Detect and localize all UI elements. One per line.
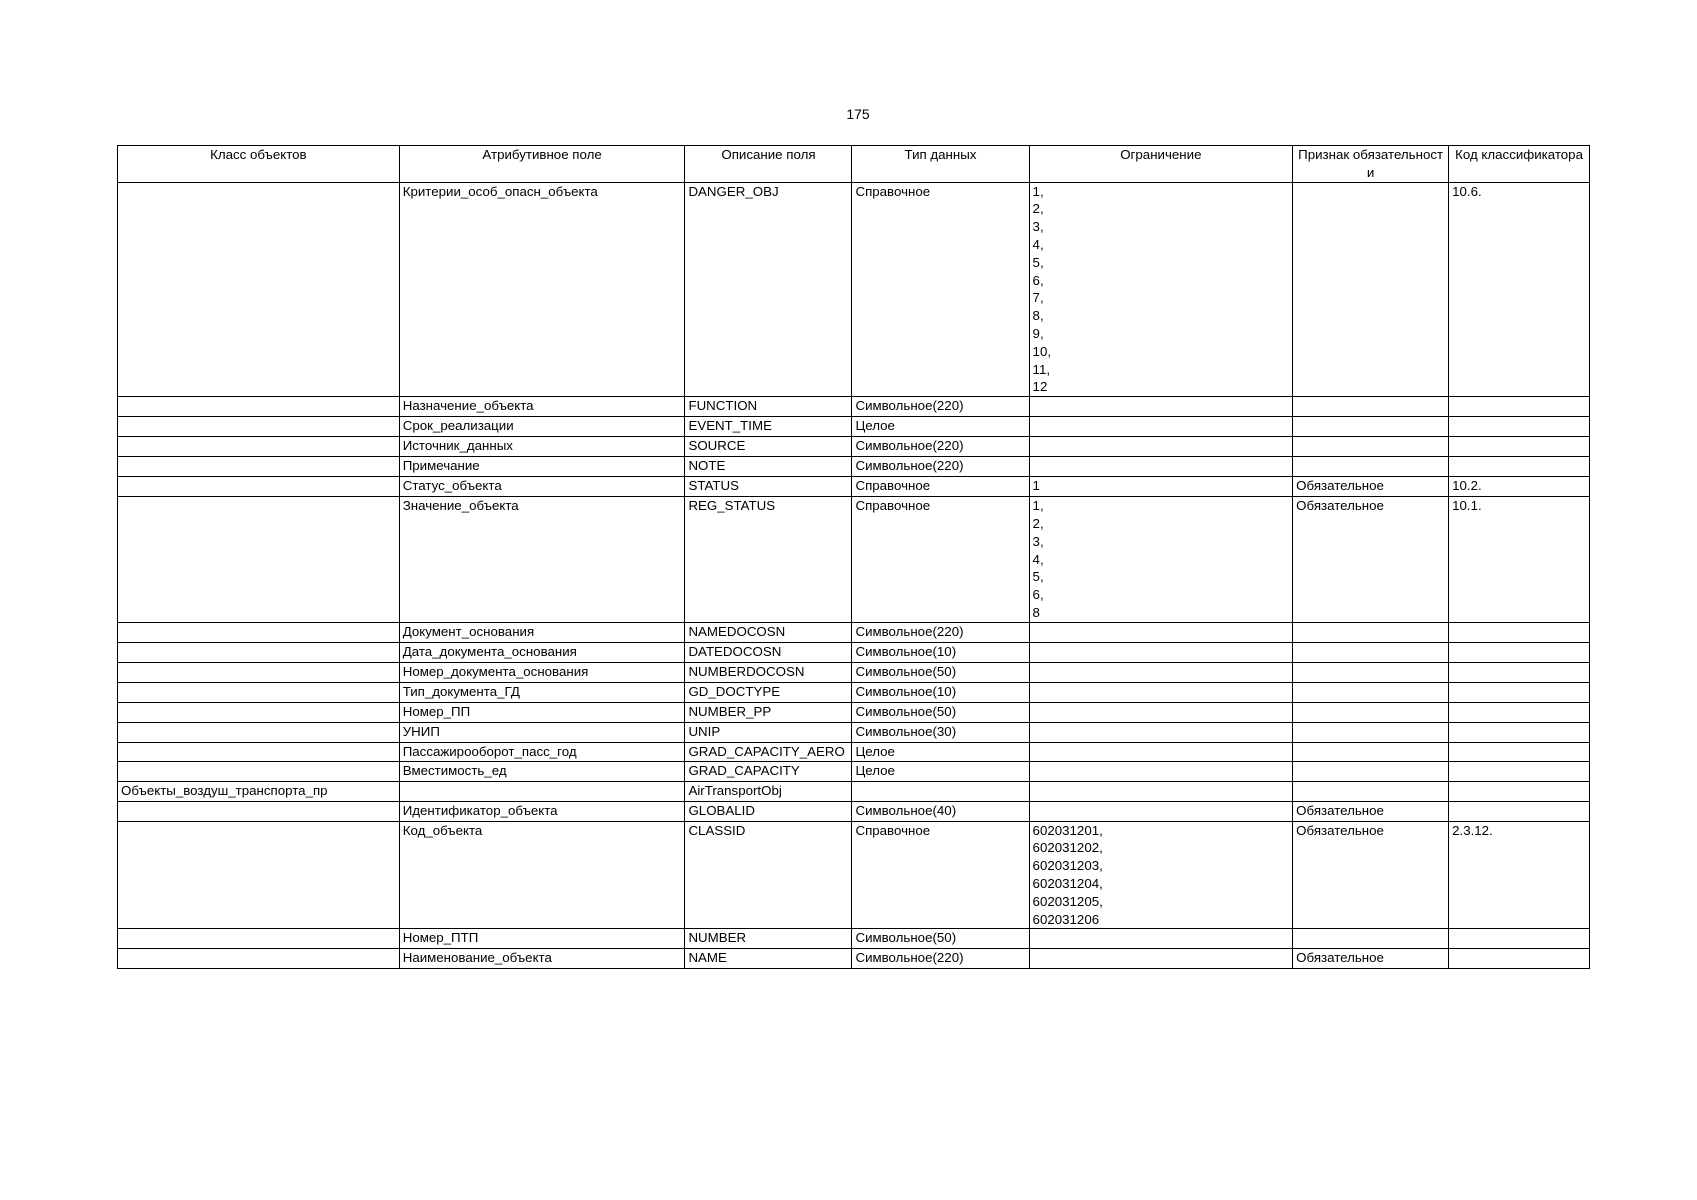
restriction-value: 602031202,: [1032, 840, 1103, 856]
table-row: [118, 702, 1590, 722]
restriction-value: 5,: [1032, 569, 1044, 585]
restriction-value: 1: [1032, 478, 1040, 494]
restriction-cell: [1029, 497, 1293, 623]
table-row: [118, 801, 1590, 821]
mandatory-flag-cell: [1293, 742, 1449, 761]
field-description-cell: FUNCTION: [685, 397, 852, 417]
attribute-field-cell: Срок_реализации: [399, 417, 685, 437]
classifier-code-cell: [1449, 761, 1590, 781]
mandatory-flag-cell: [1293, 457, 1449, 477]
restriction-value: 11,: [1032, 361, 1051, 377]
object-class-cell: [118, 642, 400, 662]
data-type-cell: Справочное: [852, 182, 1029, 397]
restriction-value: 2,: [1032, 201, 1044, 217]
field-description-cell: DANGER_OBJ: [685, 182, 852, 397]
attribute-field-cell: Значение_объекта: [399, 497, 685, 623]
field-description-cell: EVENT_TIME: [685, 417, 852, 437]
restriction-cell: [1029, 742, 1293, 761]
data-type-cell: Символьное(50): [852, 702, 1029, 722]
field-description-cell: GLOBALID: [685, 801, 852, 821]
restriction-cell: [1029, 477, 1293, 497]
object-class-cell: [118, 437, 400, 457]
object-class-cell: [118, 702, 400, 722]
field-description-cell: GRAD_CAPACITY: [685, 761, 852, 781]
classifier-code-cell: [1449, 437, 1590, 457]
restriction-cell: [1029, 397, 1293, 417]
classifier-code-cell: [1449, 702, 1590, 722]
restriction-cell: [1029, 722, 1293, 742]
table-row: [118, 497, 1590, 623]
data-type-cell: Справочное: [852, 477, 1029, 497]
mandatory-flag-cell: [1293, 182, 1449, 397]
table-row: [118, 761, 1590, 781]
attribute-field-cell: Номер_документа_основания: [399, 662, 685, 682]
classifier-code-cell: 2.3.12.: [1449, 821, 1590, 929]
attribute-field-cell: Идентификатор_объекта: [399, 801, 685, 821]
restriction-value: 12: [1032, 379, 1048, 395]
object-class-cell: [118, 761, 400, 781]
table-row: [118, 457, 1590, 477]
column-header: Тип данных: [852, 146, 1029, 183]
column-header: Описание поля: [685, 146, 852, 183]
classifier-code-cell: [1449, 457, 1590, 477]
attribute-field-cell: Номер_ПП: [399, 702, 685, 722]
restriction-value: 9,: [1032, 325, 1044, 341]
table-row: [118, 437, 1590, 457]
object-class-cell: [118, 397, 400, 417]
table-row: [118, 662, 1590, 682]
table-row: [118, 742, 1590, 761]
attribute-field-cell: Вместимость_ед: [399, 761, 685, 781]
classifier-code-cell: [1449, 417, 1590, 437]
mandatory-flag-cell: [1293, 682, 1449, 702]
restriction-cell: [1029, 682, 1293, 702]
field-description-cell: UNIP: [685, 722, 852, 742]
table-row: [118, 821, 1590, 929]
restriction-cell: [1029, 781, 1293, 801]
table-row: [118, 477, 1590, 497]
table-row: [118, 642, 1590, 662]
object-class-cell: [118, 742, 400, 761]
attribute-field-cell: Пассажирооборот_пасс_год: [399, 742, 685, 761]
data-type-cell: Символьное(220): [852, 397, 1029, 417]
mandatory-flag-cell: [1293, 417, 1449, 437]
restriction-cell: [1029, 457, 1293, 477]
field-description-cell: NUMBER: [685, 929, 852, 949]
attribute-table: [117, 145, 1590, 969]
table-body: [118, 182, 1590, 969]
object-class-cell: [118, 497, 400, 623]
column-header: Признак обязательности: [1293, 146, 1449, 183]
restriction-cell: [1029, 437, 1293, 457]
table-row: [118, 929, 1590, 949]
field-description-cell: NAMEDOCOSN: [685, 622, 852, 642]
data-type-cell: Символьное(50): [852, 929, 1029, 949]
restriction-value: 602031206: [1032, 911, 1100, 927]
object-class-cell: [118, 477, 400, 497]
mandatory-flag-cell: [1293, 642, 1449, 662]
restriction-value: 4,: [1032, 551, 1044, 567]
classifier-code-cell: [1449, 929, 1590, 949]
data-type-cell: Символьное(220): [852, 437, 1029, 457]
data-type-cell: Символьное(10): [852, 642, 1029, 662]
restriction-cell: [1029, 417, 1293, 437]
attribute-field-cell: Документ_основания: [399, 622, 685, 642]
table-row: [118, 622, 1590, 642]
mandatory-flag-cell: [1293, 781, 1449, 801]
attribute-field-cell: Дата_документа_основания: [399, 642, 685, 662]
column-header: Ограничение: [1029, 146, 1293, 183]
field-description-cell: SOURCE: [685, 437, 852, 457]
classifier-code-cell: [1449, 622, 1590, 642]
object-class-cell: [118, 662, 400, 682]
classifier-code-cell: 10.1.: [1449, 497, 1590, 623]
restriction-value: 6,: [1032, 272, 1044, 288]
restriction-value: 7,: [1032, 290, 1044, 306]
page-number: 175: [846, 106, 870, 122]
mandatory-flag-cell: Обязательное: [1293, 949, 1449, 969]
attribute-field-cell: Код_объекта: [399, 821, 685, 929]
attribute-field-cell: Статус_объекта: [399, 477, 685, 497]
classifier-code-cell: [1449, 722, 1590, 742]
restriction-cell: [1029, 949, 1293, 969]
classifier-code-cell: [1449, 662, 1590, 682]
column-header: Класс объектов: [118, 146, 400, 183]
restriction-value: 3,: [1032, 219, 1044, 235]
field-description-cell: NUMBER_PP: [685, 702, 852, 722]
restriction-cell: [1029, 821, 1293, 929]
column-header: Код классификатора: [1449, 146, 1590, 183]
mandatory-flag-cell: Обязательное: [1293, 801, 1449, 821]
classifier-code-cell: 10.6.: [1449, 182, 1590, 397]
table-row: [118, 722, 1590, 742]
table-row: [118, 182, 1590, 397]
data-type-cell: Символьное(220): [852, 622, 1029, 642]
object-class-cell: [118, 929, 400, 949]
mandatory-flag-cell: Обязательное: [1293, 497, 1449, 623]
attribute-field-cell: [399, 781, 685, 801]
field-description-cell: CLASSID: [685, 821, 852, 929]
data-type-cell: Символьное(220): [852, 949, 1029, 969]
classifier-code-cell: 10.2.: [1449, 477, 1590, 497]
mandatory-flag-cell: [1293, 722, 1449, 742]
restriction-cell: [1029, 702, 1293, 722]
object-class-cell: [118, 821, 400, 929]
mandatory-flag-cell: [1293, 702, 1449, 722]
object-class-cell: [118, 457, 400, 477]
attribute-field-cell: Примечание: [399, 457, 685, 477]
attribute-field-cell: Источник_данных: [399, 437, 685, 457]
restriction-value: 1,: [1032, 498, 1044, 514]
classifier-code-cell: [1449, 742, 1590, 761]
classifier-code-cell: [1449, 682, 1590, 702]
restriction-value: 602031201,: [1032, 822, 1103, 838]
object-class-cell: [118, 949, 400, 969]
classifier-code-cell: [1449, 949, 1590, 969]
restriction-cell: [1029, 182, 1293, 397]
restriction-value: 8: [1032, 604, 1040, 620]
restriction-cell: [1029, 662, 1293, 682]
restriction-value: 4,: [1032, 236, 1044, 252]
data-type-cell: Справочное: [852, 497, 1029, 623]
restriction-cell: [1029, 929, 1293, 949]
classifier-code-cell: [1449, 642, 1590, 662]
attribute-field-cell: Критерии_особ_опасн_объекта: [399, 182, 685, 397]
restriction-value: 602031205,: [1032, 893, 1103, 909]
field-description-cell: REG_STATUS: [685, 497, 852, 623]
classifier-code-cell: [1449, 781, 1590, 801]
object-class-cell: [118, 622, 400, 642]
table-row: [118, 682, 1590, 702]
attribute-field-cell: Наименование_объекта: [399, 949, 685, 969]
classifier-code-cell: [1449, 801, 1590, 821]
restriction-value: 5,: [1032, 254, 1044, 270]
field-description-cell: GD_DOCTYPE: [685, 682, 852, 702]
field-description-cell: NOTE: [685, 457, 852, 477]
restriction-value: 1,: [1032, 183, 1044, 199]
data-type-cell: [852, 781, 1029, 801]
object-class-cell: [118, 682, 400, 702]
field-description-cell: DATEDOCOSN: [685, 642, 852, 662]
attribute-field-cell: УНИП: [399, 722, 685, 742]
mandatory-flag-cell: [1293, 437, 1449, 457]
mandatory-flag-cell: [1293, 662, 1449, 682]
restriction-value: 8,: [1032, 308, 1044, 324]
mandatory-flag-cell: [1293, 397, 1449, 417]
object-class-cell: [118, 417, 400, 437]
field-description-cell: NUMBERDOCOSN: [685, 662, 852, 682]
attribute-field-cell: Номер_ПТП: [399, 929, 685, 949]
restriction-cell: [1029, 622, 1293, 642]
table-row: [118, 949, 1590, 969]
field-description-cell: AirTransportObj: [685, 781, 852, 801]
mandatory-flag-cell: [1293, 761, 1449, 781]
object-class-cell: [118, 801, 400, 821]
classifier-code-cell: [1449, 397, 1590, 417]
data-type-cell: Символьное(30): [852, 722, 1029, 742]
restriction-cell: [1029, 761, 1293, 781]
data-type-cell: Целое: [852, 742, 1029, 761]
attribute-field-cell: Назначение_объекта: [399, 397, 685, 417]
restriction-cell: [1029, 801, 1293, 821]
object-class-cell: Объекты_воздуш_транспорта_пр: [118, 781, 400, 801]
field-description-cell: GRAD_CAPACITY_AERO: [685, 742, 852, 761]
object-class-cell: [118, 182, 400, 397]
mandatory-flag-cell: Обязательное: [1293, 477, 1449, 497]
restriction-value: 10,: [1032, 343, 1052, 359]
restriction-value: 3,: [1032, 533, 1044, 549]
restriction-value: 6,: [1032, 587, 1044, 603]
restriction-cell: [1029, 642, 1293, 662]
data-type-cell: Справочное: [852, 821, 1029, 929]
data-type-cell: Символьное(40): [852, 801, 1029, 821]
column-header: Атрибутивное поле: [399, 146, 685, 183]
attribute-field-cell: Тип_документа_ГД: [399, 682, 685, 702]
restriction-value: 2,: [1032, 515, 1044, 531]
data-type-cell: Символьное(50): [852, 662, 1029, 682]
table-row: [118, 397, 1590, 417]
table-row: [118, 417, 1590, 437]
object-class-cell: [118, 722, 400, 742]
data-type-cell: Целое: [852, 417, 1029, 437]
mandatory-flag-cell: Обязательное: [1293, 821, 1449, 929]
mandatory-flag-cell: [1293, 622, 1449, 642]
data-type-cell: Целое: [852, 761, 1029, 781]
restriction-value: 602031204,: [1032, 875, 1103, 891]
restriction-value: 602031203,: [1032, 858, 1103, 874]
mandatory-flag-cell: [1293, 929, 1449, 949]
table-row: [118, 781, 1590, 801]
table-header-row: [118, 146, 1590, 183]
field-description-cell: NAME: [685, 949, 852, 969]
data-type-cell: Символьное(10): [852, 682, 1029, 702]
data-type-cell: Символьное(220): [852, 457, 1029, 477]
field-description-cell: STATUS: [685, 477, 852, 497]
